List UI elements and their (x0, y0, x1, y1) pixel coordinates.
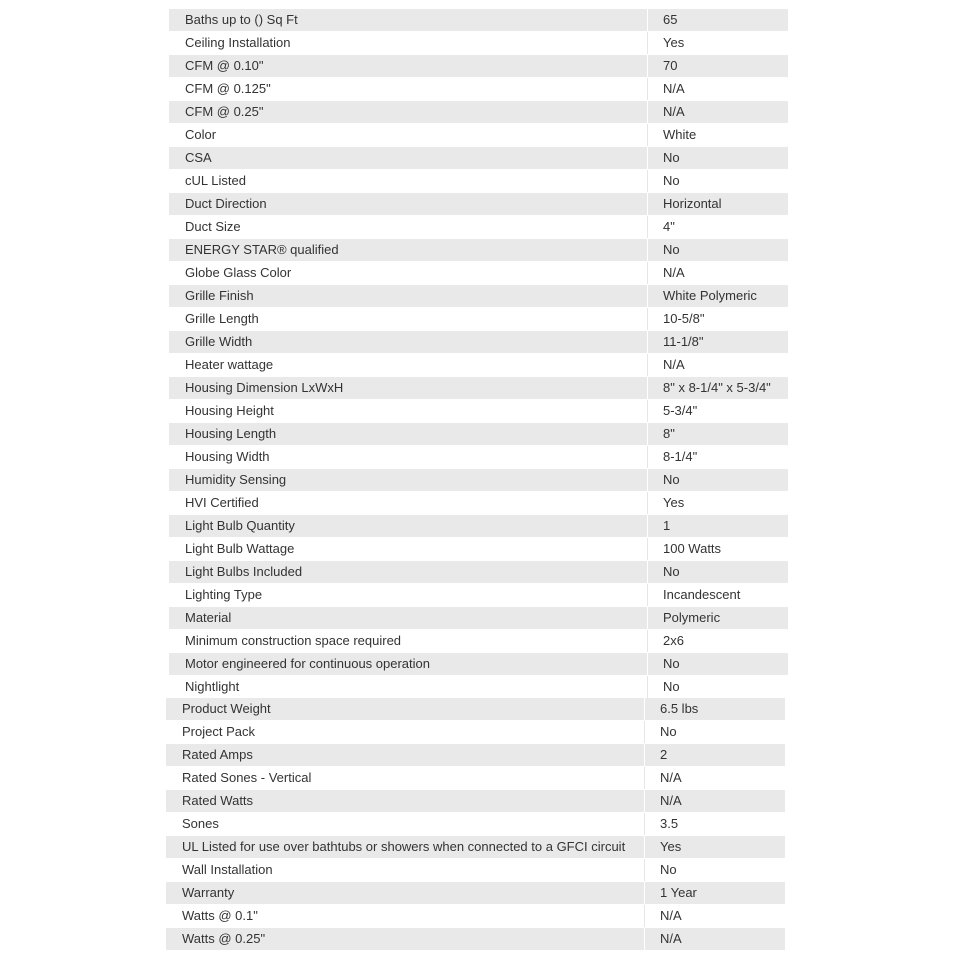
spec-label: Housing Width (169, 446, 648, 469)
spec-row (169, 584, 788, 607)
spec-row (169, 331, 788, 354)
spec-row (169, 377, 788, 400)
spec-row (166, 905, 785, 928)
spec-label: ENERGY STAR® qualified (169, 239, 648, 262)
spec-value: 4" (648, 216, 789, 239)
spec-label: Lighting Type (169, 584, 648, 607)
spec-label: Rated Watts (166, 790, 645, 813)
spec-value: 5-3/4" (648, 400, 789, 423)
spec-row (169, 469, 788, 492)
spec-value: No (648, 653, 789, 676)
spec-value: N/A (645, 790, 786, 813)
spec-value: 8" x 8-1/4" x 5-3/4" (648, 377, 789, 400)
spec-row (166, 767, 785, 790)
spec-value: No (648, 147, 789, 170)
spec-row (169, 32, 788, 55)
spec-value: N/A (645, 928, 786, 951)
spec-value: No (648, 239, 789, 262)
spec-value: 2 (645, 744, 786, 767)
spec-label: CSA (169, 147, 648, 170)
spec-value: 1 (648, 515, 789, 538)
spec-label: CFM @ 0.25" (169, 101, 648, 124)
spec-row (166, 836, 785, 859)
spec-label: UL Listed for use over bathtubs or showers when connected to a GFCI circuit (166, 836, 645, 859)
spec-value: N/A (648, 262, 789, 285)
spec-label: Wall Installation (166, 859, 645, 882)
spec-value: Incandescent (648, 584, 789, 607)
spec-row (169, 170, 788, 193)
spec-label: CFM @ 0.10" (169, 55, 648, 78)
spec-row (169, 538, 788, 561)
spec-value: White Polymeric (648, 285, 789, 308)
spec-value: N/A (645, 767, 786, 790)
spec-label: Heater wattage (169, 354, 648, 377)
spec-table-lower-body (166, 698, 785, 951)
spec-label: Housing Length (169, 423, 648, 446)
spec-row (169, 147, 788, 170)
spec-label: Nightlight (169, 676, 648, 699)
spec-label: Humidity Sensing (169, 469, 648, 492)
spec-row (169, 101, 788, 124)
spec-value: 3.5 (645, 813, 786, 836)
spec-label: Light Bulbs Included (169, 561, 648, 584)
spec-row (169, 400, 788, 423)
spec-row (169, 216, 788, 239)
spec-value: No (645, 721, 786, 744)
spec-value: N/A (645, 905, 786, 928)
spec-row (169, 653, 788, 676)
spec-value: Horizontal (648, 193, 789, 216)
spec-row (166, 790, 785, 813)
spec-label: HVI Certified (169, 492, 648, 515)
spec-value: 10-5/8" (648, 308, 789, 331)
spec-row (169, 193, 788, 216)
spec-value: 8-1/4" (648, 446, 789, 469)
spec-value: 65 (648, 9, 789, 32)
spec-label: Motor engineered for continuous operation (169, 653, 648, 676)
spec-value: 6.5 lbs (645, 698, 786, 721)
spec-value: No (648, 561, 789, 584)
spec-row (166, 882, 785, 905)
spec-row (169, 561, 788, 584)
spec-value: White (648, 124, 789, 147)
spec-row (169, 124, 788, 147)
spec-value: 1 Year (645, 882, 786, 905)
spec-table-upper-body (169, 9, 788, 699)
spec-label: Rated Sones - Vertical (166, 767, 645, 790)
spec-value: Polymeric (648, 607, 789, 630)
spec-label: Housing Dimension LxWxH (169, 377, 648, 400)
spec-value: Yes (648, 32, 789, 55)
spec-value: N/A (648, 78, 789, 101)
spec-label: Baths up to () Sq Ft (169, 9, 648, 32)
spec-label: Grille Length (169, 308, 648, 331)
spec-label: Grille Finish (169, 285, 648, 308)
spec-value: 2x6 (648, 630, 789, 653)
spec-label: Minimum construction space required (169, 630, 648, 653)
spec-label: Project Pack (166, 721, 645, 744)
spec-row (169, 262, 788, 285)
spec-value: 11-1/8" (648, 331, 789, 354)
spec-value: Yes (648, 492, 789, 515)
spec-row (169, 55, 788, 78)
spec-row (169, 446, 788, 469)
spec-label: Warranty (166, 882, 645, 905)
spec-row (169, 354, 788, 377)
spec-label: Rated Amps (166, 744, 645, 767)
spec-label: Product Weight (166, 698, 645, 721)
spec-label: Light Bulb Quantity (169, 515, 648, 538)
spec-row (166, 721, 785, 744)
spec-label: CFM @ 0.125" (169, 78, 648, 101)
spec-row (169, 630, 788, 653)
spec-row (166, 859, 785, 882)
spec-label: Duct Size (169, 216, 648, 239)
spec-label: Sones (166, 813, 645, 836)
spec-row (169, 239, 788, 262)
spec-row (169, 78, 788, 101)
spec-row (166, 928, 785, 951)
spec-row (169, 308, 788, 331)
spec-label: Grille Width (169, 331, 648, 354)
spec-row (169, 423, 788, 446)
spec-value: No (645, 859, 786, 882)
spec-label: Duct Direction (169, 193, 648, 216)
spec-value: N/A (648, 101, 789, 124)
spec-label: Light Bulb Wattage (169, 538, 648, 561)
spec-label: Watts @ 0.1" (166, 905, 645, 928)
spec-row (169, 285, 788, 308)
spec-value: N/A (648, 354, 789, 377)
spec-table-upper (169, 9, 788, 699)
spec-row (169, 9, 788, 32)
spec-label: Globe Glass Color (169, 262, 648, 285)
spec-value: Yes (645, 836, 786, 859)
spec-value: 70 (648, 55, 789, 78)
spec-label: Housing Height (169, 400, 648, 423)
spec-row (169, 676, 788, 699)
spec-value: 100 Watts (648, 538, 789, 561)
spec-value: No (648, 170, 789, 193)
spec-label: Watts @ 0.25" (166, 928, 645, 951)
spec-table-lower (166, 698, 785, 951)
spec-label: Material (169, 607, 648, 630)
spec-value: 8" (648, 423, 789, 446)
spec-row (169, 515, 788, 538)
spec-row (166, 744, 785, 767)
spec-label: cUL Listed (169, 170, 648, 193)
spec-row (166, 698, 785, 721)
spec-row (169, 492, 788, 515)
spec-row (169, 607, 788, 630)
spec-row (166, 813, 785, 836)
spec-label: Ceiling Installation (169, 32, 648, 55)
spec-label: Color (169, 124, 648, 147)
spec-value: No (648, 469, 789, 492)
spec-value: No (648, 676, 789, 699)
